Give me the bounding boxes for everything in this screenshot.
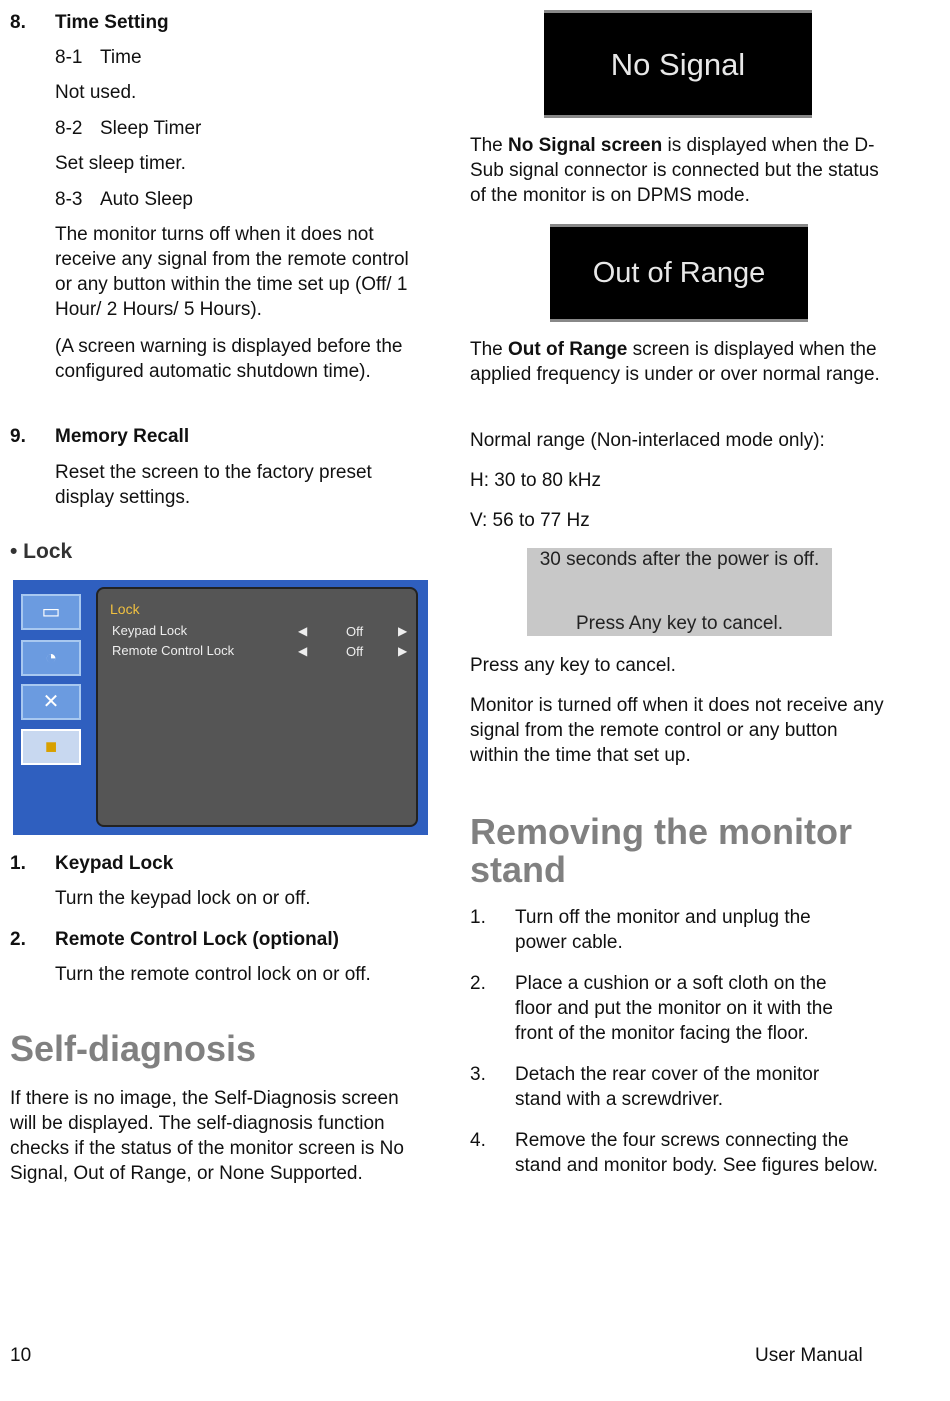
arrow-right-icon: ▶ — [398, 644, 408, 658]
arrow-left-icon: ◀ — [298, 624, 308, 638]
h-range-text: H: 30 to 80 kHz — [470, 470, 601, 491]
sub-8-2-label: Sleep Timer — [100, 118, 202, 139]
lock-1-number: 1. — [10, 853, 26, 874]
footer-title: User Manual — [755, 1345, 863, 1366]
self-diagnosis-text: If there is no image, the Self-Diagnosis screen will be displayed. The self-diagnosis function checks if the status of the monitor screen is No Signal, Out of Range, or None Supported. — [10, 1088, 404, 1184]
arrow-right-icon: ▶ — [398, 624, 408, 638]
press-any-key-text: Press any key to cancel. — [470, 655, 676, 676]
step-2-number: 2. — [470, 973, 486, 994]
monitor-icon: ▭ — [21, 594, 81, 630]
step-2-text: Place a cushion or a soft cloth on the floor and put the monitor on it with the front of the monitor facing the floor. — [515, 973, 833, 1044]
item-8-title: Time Setting — [55, 12, 169, 33]
tools-icon: ✕ — [21, 684, 81, 720]
step-3-text: Detach the rear cover of the monitor stand with a screwdriver. — [515, 1064, 820, 1110]
sub-8-3-label: Auto Sleep — [100, 189, 193, 210]
lock-osd-screenshot — [13, 580, 428, 835]
step-1-number: 1. — [470, 907, 486, 928]
page-number: 10 — [10, 1345, 32, 1366]
osd-row-value: Off — [346, 624, 364, 639]
self-diagnosis-heading: Self-diagnosis — [10, 1028, 257, 1069]
sub-8-3-desc: The monitor turns off when it does not receive any signal from the remote control or any button within the time set up (Off/ 1 Hour/ 2 Hours/ 5 Hours). — [55, 224, 409, 320]
v-range-text: V: 56 to 77 Hz — [470, 510, 590, 531]
sub-8-3-number: 8-3 — [55, 189, 83, 210]
sub-8-1-number: 8-1 — [55, 47, 83, 68]
power-off-warning-screen — [527, 548, 832, 636]
step-4-number: 4. — [470, 1130, 486, 1151]
osd-title: Lock — [110, 601, 140, 617]
step-4-text: Remove the four screws connecting the stand and monitor body. See figures below. — [515, 1130, 878, 1176]
lock-1-desc: Turn the keypad lock on or off. — [55, 888, 311, 909]
step-3-number: 3. — [470, 1064, 486, 1085]
lock-1-title: Keypad Lock — [55, 853, 174, 874]
sub-8-1-label: Time — [100, 47, 142, 68]
lock-2-title: Remote Control Lock (optional) — [55, 929, 339, 950]
osd-row-value: Off — [346, 644, 364, 659]
lock-2-desc: Turn the remote control lock on or off. — [55, 964, 371, 985]
item-9-number: 9. — [10, 426, 26, 447]
warning-line-1: 30 seconds after the power is off. — [539, 549, 820, 570]
lock-heading: • Lock — [10, 540, 73, 563]
warning-line-2: Press Any key to cancel. — [576, 613, 783, 634]
out-of-range-description: The Out of Range screen is displayed when the applied frequency is under or over normal range. — [470, 339, 880, 385]
sub-8-2-desc: Set sleep timer. — [55, 153, 186, 174]
normal-range-text: Normal range (Non-interlaced mode only): — [470, 430, 825, 451]
arrow-left-icon: ◀ — [298, 644, 308, 658]
removing-stand-heading: Removing the monitor stand — [470, 811, 853, 890]
monitor-off-text: Monitor is turned off when it does not receive any signal from the remote control or any button within the time that set up. — [470, 695, 884, 766]
lock-2-number: 2. — [10, 929, 26, 950]
osd-menu-panel — [96, 587, 418, 827]
no-signal-description: The No Signal screen is displayed when the D-Sub signal connector is connected but the status of the monitor is on DPMS mode. — [470, 135, 879, 206]
out-of-range-screen: Out of Range — [550, 224, 808, 322]
sub-8-3-warning: (A screen warning is displayed before the configured automatic shutdown time). — [55, 336, 403, 382]
item-9-desc: Reset the screen to the factory preset display settings. — [55, 462, 372, 508]
sub-8-1-desc: Not used. — [55, 82, 137, 103]
no-signal-screen: No Signal — [544, 10, 812, 118]
step-1-text: Turn off the monitor and unplug the power cable. — [515, 907, 811, 953]
sub-8-2-number: 8-2 — [55, 118, 83, 139]
osd-row-label: Remote Control Lock — [112, 643, 235, 658]
osd-row-label: Keypad Lock — [112, 623, 188, 638]
item-9-title: Memory Recall — [55, 426, 190, 447]
padlock-icon: ■ — [21, 729, 81, 765]
palette-icon: ◔ — [21, 640, 81, 676]
item-8-number: 8. — [10, 12, 26, 33]
